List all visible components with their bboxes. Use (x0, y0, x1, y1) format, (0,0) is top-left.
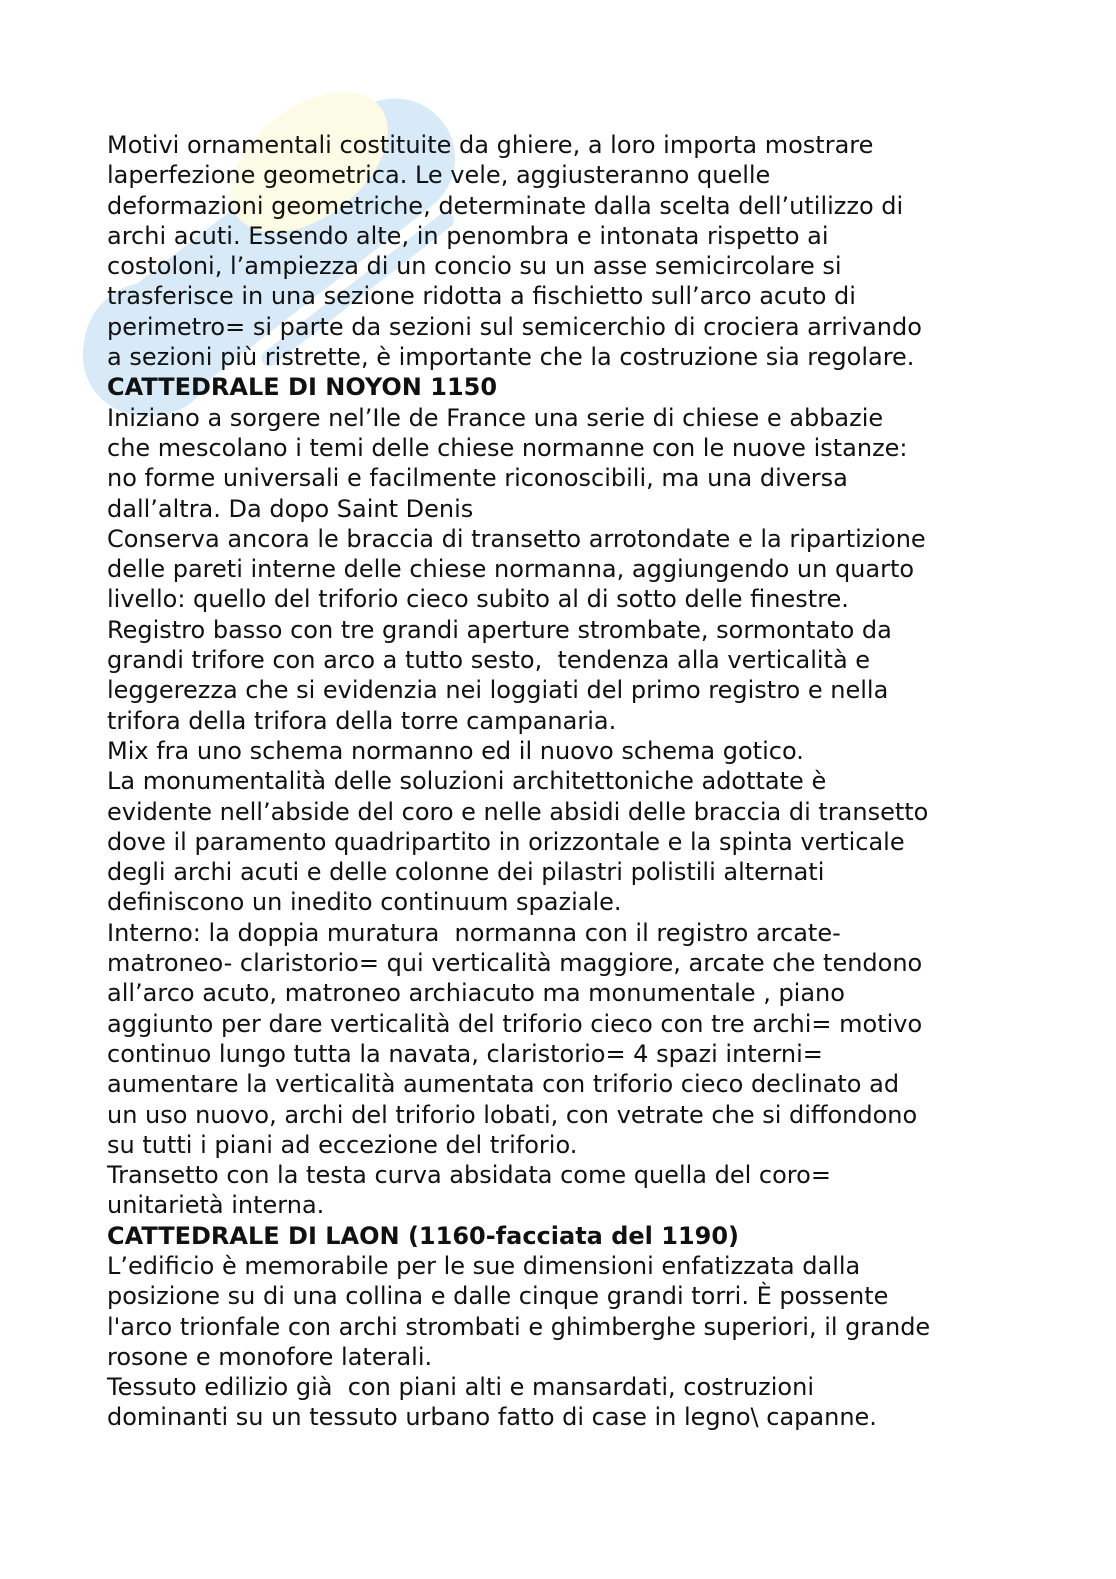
text-line: trifora della trifora della torre campanaria. (107, 706, 617, 735)
text-line: Conserva ancora le braccia di transetto arrotondate e la ripartizione (107, 524, 926, 553)
text-line: Registro basso con tre grandi aperture strombate, sormontato da (107, 615, 892, 644)
text-line: un uso nuovo, archi del triforio lobati, con vetrate che si diffondono (107, 1100, 918, 1129)
text-line: L’edificio è memorabile per le sue dimensioni enfatizzata dalla (107, 1251, 861, 1280)
text-line: rosone e monofore laterali. (107, 1342, 433, 1371)
text-line: evidente nell’abside del coro e nelle absidi delle braccia di transetto (107, 797, 929, 826)
text-line: definiscono un inedito continuum spaziale. (107, 888, 622, 917)
text-line: livello: quello del triforio cieco subito al di sotto delle finestre. (107, 585, 849, 614)
text-line: Transetto con la testa curva absidata come quella del coro= (107, 1161, 831, 1190)
text-line: dove il paramento quadripartito in orizzontale e la spinta verticale (107, 827, 905, 856)
text-line: degli archi acuti e delle colonne dei pilastri polistili alternati (107, 858, 825, 887)
document-body (107, 130, 1007, 1433)
text-line: Iniziano a sorgere nel’Ile de France una serie di chiese e abbazie (107, 403, 884, 432)
text-line: unitarietà interna. (107, 1191, 325, 1220)
text-line: grandi trifore con arco a tutto sesto, tendenza alla verticalità e (107, 646, 871, 675)
text-line: matroneo- claristorio= qui verticalità maggiore, arcate che tendono (107, 949, 923, 978)
text-line: delle pareti interne delle chiese normanna, aggiungendo un quarto (107, 555, 915, 584)
section-heading-noyon: CATTEDRALE DI NOYON 1150 (107, 373, 498, 402)
text-line: trasferisce in una sezione ridotta a fischietto sull’arco acuto di (107, 282, 856, 311)
text-line: archi acuti. Essendo alte, in penombra e intonata rispetto ai (107, 221, 829, 250)
text-line: Mix fra uno schema normanno ed il nuovo schema gotico. (107, 736, 804, 765)
text-line: dominanti su un tessuto urbano fatto di case in legno\ capanne. (107, 1403, 877, 1432)
text-line: aumentare la verticalità aumentata con triforio cieco declinato ad (107, 1070, 900, 1099)
text-line: a sezioni più ristrette, è importante che la costruzione sia regolare. (107, 343, 915, 372)
text-line: posizione su di una collina e dalle cinque grandi torri. È possente (107, 1282, 889, 1311)
text-line: dall’altra. Da dopo Saint Denis (107, 494, 474, 523)
text-line: deformazioni geometriche, determinate dalla scelta dell’utilizzo di (107, 191, 904, 220)
text-line: che mescolano i temi delle chiese normanne con le nuove istanze: (107, 433, 908, 462)
text-line: perimetro= si parte da sezioni sul semicerchio di crociera arrivando (107, 312, 922, 341)
text-line: Tessuto edilizio già con piani alti e mansardati, costruzioni (107, 1373, 814, 1402)
text-line: costoloni, l’ampiezza di un concio su un asse semicircolare si (107, 252, 842, 281)
text-line: laperfezione geometrica. Le vele, aggiusteranno quelle (107, 161, 771, 190)
text-line: all’arco acuto, matroneo archiacuto ma monumentale , piano (107, 979, 845, 1008)
text-line: leggerezza che si evidenzia nei loggiati del primo registro e nella (107, 676, 889, 705)
text-line: Interno: la doppia muratura normanna con il registro arcate- (107, 918, 841, 947)
text-line: continuo lungo tutta la navata, claristorio= 4 spazi interni= (107, 1039, 823, 1068)
text-line: aggiunto per dare verticalità del triforio cieco con tre archi= motivo (107, 1009, 923, 1038)
text-line: La monumentalità delle soluzioni architettoniche adottate è (107, 767, 827, 796)
section-heading-laon: CATTEDRALE DI LAON (1160-facciata del 1190) (107, 1221, 740, 1250)
text-line: Motivi ornamentali costituite da ghiere, a loro importa mostrare (107, 131, 874, 159)
text-line: su tutti i piani ad eccezione del triforio. (107, 1130, 578, 1159)
text-line: no forme universali e facilmente riconoscibili, ma una diversa (107, 464, 848, 493)
text-line: l'arco trionfale con archi strombati e ghimberghe superiori, il grande (107, 1312, 931, 1341)
